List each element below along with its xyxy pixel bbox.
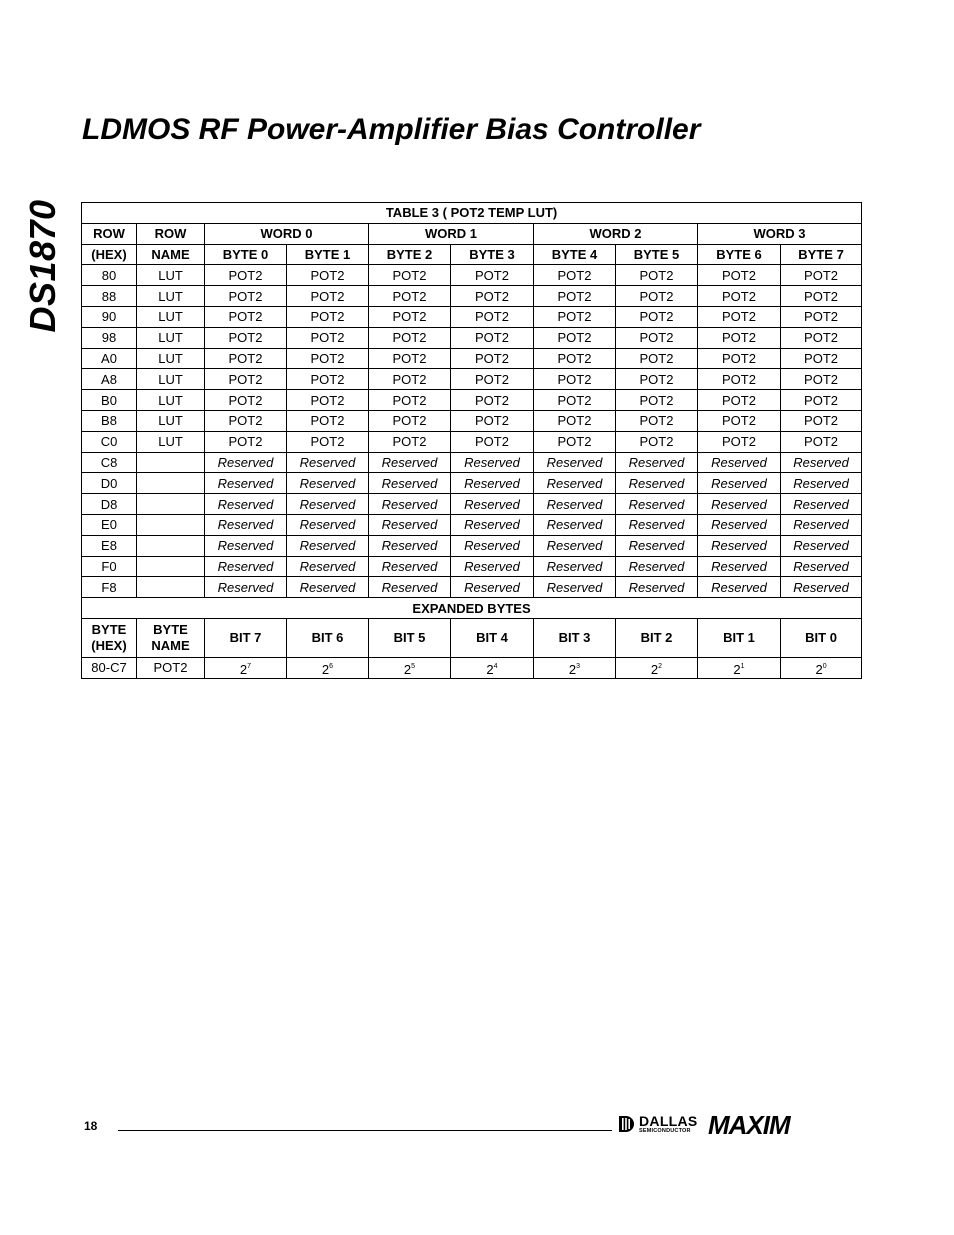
row-hex-cell: B8 bbox=[82, 410, 137, 431]
byte-cell: POT2 bbox=[287, 327, 369, 348]
expanded-byte-hex: 80-C7 bbox=[82, 657, 137, 678]
byte-cell: Reserved bbox=[369, 535, 451, 556]
byte-cell: Reserved bbox=[698, 452, 781, 473]
table-row bbox=[82, 431, 862, 452]
byte-cell: POT2 bbox=[616, 390, 698, 411]
byte-cell: Reserved bbox=[698, 494, 781, 515]
bit-weight-exponent: 5 bbox=[411, 662, 416, 670]
row-name-cell bbox=[137, 452, 205, 473]
bit-weight-exponent: 1 bbox=[740, 662, 745, 670]
byte-cell: Reserved bbox=[781, 473, 862, 494]
row-hex-cell: F8 bbox=[82, 577, 137, 598]
byte-cell: Reserved bbox=[534, 514, 616, 535]
byte-cell: Reserved bbox=[205, 514, 287, 535]
byte-cell: Reserved bbox=[534, 494, 616, 515]
byte-cell: Reserved bbox=[781, 514, 862, 535]
header-word: WORD 1 bbox=[369, 223, 534, 244]
bit-weight-cell bbox=[205, 657, 287, 678]
header-byte: BYTE 0 bbox=[205, 244, 287, 265]
byte-cell: POT2 bbox=[781, 410, 862, 431]
byte-cell: POT2 bbox=[205, 410, 287, 431]
row-name-cell bbox=[137, 473, 205, 494]
row-hex-cell: C0 bbox=[82, 431, 137, 452]
byte-cell: POT2 bbox=[451, 348, 534, 369]
byte-cell: Reserved bbox=[781, 577, 862, 598]
byte-cell: POT2 bbox=[698, 390, 781, 411]
expanded-byte-name: POT2 bbox=[137, 657, 205, 678]
byte-cell: POT2 bbox=[698, 348, 781, 369]
byte-cell: POT2 bbox=[287, 265, 369, 286]
byte-cell: Reserved bbox=[451, 556, 534, 577]
byte-cell: POT2 bbox=[781, 431, 862, 452]
byte-cell: POT2 bbox=[698, 431, 781, 452]
row-name-cell: LUT bbox=[137, 390, 205, 411]
byte-cell: Reserved bbox=[534, 535, 616, 556]
bit-weight-cell bbox=[287, 657, 369, 678]
byte-cell: Reserved bbox=[616, 556, 698, 577]
header-row-hex-top: ROW bbox=[82, 223, 137, 244]
byte-cell: POT2 bbox=[287, 410, 369, 431]
header-bit: BIT 7 bbox=[205, 618, 287, 657]
bit-weight-exponent: 4 bbox=[493, 662, 498, 670]
byte-cell: POT2 bbox=[369, 431, 451, 452]
byte-cell: POT2 bbox=[534, 390, 616, 411]
dallas-subtitle: SEMICONDUCTOR bbox=[639, 1128, 691, 1134]
byte-cell: Reserved bbox=[205, 452, 287, 473]
byte-cell: Reserved bbox=[616, 514, 698, 535]
row-hex-cell: 80 bbox=[82, 265, 137, 286]
byte-cell: Reserved bbox=[205, 535, 287, 556]
byte-cell: POT2 bbox=[205, 431, 287, 452]
byte-cell: POT2 bbox=[781, 306, 862, 327]
header-word: WORD 2 bbox=[534, 223, 698, 244]
header-row-name-top: ROW bbox=[137, 223, 205, 244]
byte-cell: POT2 bbox=[369, 265, 451, 286]
byte-cell: Reserved bbox=[616, 577, 698, 598]
byte-cell: POT2 bbox=[534, 410, 616, 431]
byte-cell: POT2 bbox=[781, 265, 862, 286]
lut-body bbox=[82, 265, 862, 598]
header-byte-name bbox=[137, 618, 205, 657]
row-name-cell: LUT bbox=[137, 265, 205, 286]
byte-cell: Reserved bbox=[369, 494, 451, 515]
header-word: WORD 3 bbox=[698, 223, 862, 244]
bit-weight-exponent: 6 bbox=[329, 662, 334, 670]
header-byte: BYTE 3 bbox=[451, 244, 534, 265]
table-row bbox=[82, 494, 862, 515]
row-name-cell: LUT bbox=[137, 369, 205, 390]
row-name-cell: LUT bbox=[137, 286, 205, 307]
table-row bbox=[82, 452, 862, 473]
table-row bbox=[82, 390, 862, 411]
byte-cell: Reserved bbox=[205, 577, 287, 598]
table-row bbox=[82, 286, 862, 307]
header-byte: BYTE 2 bbox=[369, 244, 451, 265]
byte-cell: Reserved bbox=[451, 494, 534, 515]
maxim-logo: MAXIM bbox=[708, 1110, 790, 1140]
row-hex-cell: E0 bbox=[82, 514, 137, 535]
row-name-cell: LUT bbox=[137, 327, 205, 348]
byte-cell: Reserved bbox=[287, 494, 369, 515]
table-row bbox=[82, 473, 862, 494]
header-row-hex-bottom: (HEX) bbox=[82, 244, 137, 265]
bit-weight-cell bbox=[451, 657, 534, 678]
byte-cell: POT2 bbox=[205, 265, 287, 286]
byte-cell: POT2 bbox=[616, 431, 698, 452]
byte-cell: POT2 bbox=[781, 286, 862, 307]
byte-cell: POT2 bbox=[534, 306, 616, 327]
row-hex-cell: B0 bbox=[82, 390, 137, 411]
table-row bbox=[82, 514, 862, 535]
byte-cell: Reserved bbox=[781, 494, 862, 515]
byte-cell: POT2 bbox=[451, 265, 534, 286]
byte-cell: Reserved bbox=[616, 494, 698, 515]
byte-cell: Reserved bbox=[287, 556, 369, 577]
byte-cell: Reserved bbox=[781, 556, 862, 577]
byte-cell: POT2 bbox=[616, 369, 698, 390]
byte-cell: Reserved bbox=[369, 452, 451, 473]
byte-cell: Reserved bbox=[451, 577, 534, 598]
byte-cell: Reserved bbox=[451, 473, 534, 494]
byte-cell: Reserved bbox=[698, 473, 781, 494]
byte-cell: POT2 bbox=[287, 348, 369, 369]
bit-weight-exponent: 3 bbox=[576, 662, 581, 670]
table-caption: TABLE 3 ( POT2 TEMP LUT) bbox=[82, 203, 862, 224]
header-bit: BIT 3 bbox=[534, 618, 616, 657]
byte-cell: POT2 bbox=[616, 306, 698, 327]
byte-cell: POT2 bbox=[451, 306, 534, 327]
bit-weight-base: 2 bbox=[239, 661, 248, 677]
table-row bbox=[82, 556, 862, 577]
byte-cell: POT2 bbox=[698, 327, 781, 348]
row-name-cell bbox=[137, 514, 205, 535]
row-name-cell: LUT bbox=[137, 348, 205, 369]
byte-cell: POT2 bbox=[287, 306, 369, 327]
byte-cell: Reserved bbox=[616, 473, 698, 494]
header-bit: BIT 5 bbox=[369, 618, 451, 657]
byte-cell: POT2 bbox=[698, 306, 781, 327]
bit-weight-base: 2 bbox=[733, 661, 741, 677]
header-byte-hex-bottom: (HEX) bbox=[91, 637, 127, 653]
pot2-temp-lut-table bbox=[81, 202, 862, 679]
bit-weight-base: 2 bbox=[568, 661, 577, 677]
byte-cell: Reserved bbox=[369, 473, 451, 494]
byte-cell: POT2 bbox=[205, 369, 287, 390]
header-row-name-bottom: NAME bbox=[137, 244, 205, 265]
bit-weight-exponent: 0 bbox=[822, 662, 827, 670]
row-name-cell: LUT bbox=[137, 410, 205, 431]
row-hex-cell: A8 bbox=[82, 369, 137, 390]
byte-cell: POT2 bbox=[287, 369, 369, 390]
byte-cell: POT2 bbox=[451, 390, 534, 411]
header-byte: BYTE 6 bbox=[698, 244, 781, 265]
byte-cell: POT2 bbox=[451, 431, 534, 452]
byte-cell: POT2 bbox=[205, 327, 287, 348]
table-row bbox=[82, 410, 862, 431]
header-byte: BYTE 7 bbox=[781, 244, 862, 265]
byte-cell: POT2 bbox=[616, 410, 698, 431]
header-byte-name-top: BYTE bbox=[153, 621, 188, 637]
byte-cell: POT2 bbox=[534, 286, 616, 307]
byte-cell: POT2 bbox=[534, 265, 616, 286]
header-bit: BIT 6 bbox=[287, 618, 369, 657]
byte-cell: Reserved bbox=[369, 514, 451, 535]
byte-cell: Reserved bbox=[534, 556, 616, 577]
byte-cell: Reserved bbox=[369, 577, 451, 598]
byte-cell: POT2 bbox=[205, 390, 287, 411]
byte-cell: POT2 bbox=[451, 286, 534, 307]
row-name-cell bbox=[137, 577, 205, 598]
header-byte-name-bottom: NAME bbox=[151, 637, 190, 653]
byte-cell: POT2 bbox=[451, 410, 534, 431]
table-row bbox=[82, 369, 862, 390]
byte-cell: Reserved bbox=[369, 556, 451, 577]
byte-cell: Reserved bbox=[534, 452, 616, 473]
byte-cell: POT2 bbox=[205, 348, 287, 369]
byte-cell: POT2 bbox=[287, 431, 369, 452]
bit-weight-cell bbox=[698, 657, 781, 678]
byte-cell: POT2 bbox=[698, 265, 781, 286]
byte-cell: Reserved bbox=[287, 577, 369, 598]
byte-cell: POT2 bbox=[698, 369, 781, 390]
byte-cell: Reserved bbox=[287, 514, 369, 535]
page-number: 18 bbox=[84, 1119, 98, 1133]
table-row bbox=[82, 327, 862, 348]
dallas-mark-icon bbox=[617, 1115, 635, 1133]
row-name-cell: LUT bbox=[137, 306, 205, 327]
byte-cell: POT2 bbox=[616, 265, 698, 286]
header-bit: BIT 4 bbox=[451, 618, 534, 657]
byte-cell: POT2 bbox=[534, 348, 616, 369]
byte-cell: POT2 bbox=[534, 369, 616, 390]
byte-cell: Reserved bbox=[451, 452, 534, 473]
row-hex-cell: E8 bbox=[82, 535, 137, 556]
byte-cell: POT2 bbox=[698, 410, 781, 431]
bit-weight-exponent: 2 bbox=[658, 662, 663, 670]
header-word: WORD 0 bbox=[205, 223, 369, 244]
row-hex-cell: C8 bbox=[82, 452, 137, 473]
byte-cell: POT2 bbox=[369, 286, 451, 307]
byte-cell: POT2 bbox=[369, 390, 451, 411]
bit-weight-base: 2 bbox=[403, 661, 412, 677]
byte-cell: POT2 bbox=[369, 327, 451, 348]
byte-cell: Reserved bbox=[205, 473, 287, 494]
byte-cell: Reserved bbox=[781, 452, 862, 473]
header-byte-hex-top: BYTE bbox=[91, 621, 127, 637]
byte-cell: POT2 bbox=[781, 369, 862, 390]
byte-cell: POT2 bbox=[616, 286, 698, 307]
bit-weight-cell bbox=[534, 657, 616, 678]
row-hex-cell: 88 bbox=[82, 286, 137, 307]
table-row bbox=[82, 348, 862, 369]
byte-cell: Reserved bbox=[698, 556, 781, 577]
byte-cell: POT2 bbox=[534, 327, 616, 348]
row-hex-cell: D8 bbox=[82, 494, 137, 515]
byte-cell: POT2 bbox=[781, 390, 862, 411]
byte-cell: POT2 bbox=[534, 431, 616, 452]
byte-cell: Reserved bbox=[781, 535, 862, 556]
header-bit: BIT 1 bbox=[698, 618, 781, 657]
row-name-cell bbox=[137, 535, 205, 556]
byte-cell: POT2 bbox=[451, 327, 534, 348]
row-hex-cell: D0 bbox=[82, 473, 137, 494]
byte-cell: POT2 bbox=[698, 286, 781, 307]
bit-weight-cell bbox=[369, 657, 451, 678]
header-byte-hex bbox=[82, 618, 137, 657]
header-bit: BIT 0 bbox=[781, 618, 862, 657]
dallas-name: DALLAS bbox=[639, 1113, 698, 1129]
bit-weight-base: 2 bbox=[650, 661, 659, 677]
byte-cell: POT2 bbox=[781, 327, 862, 348]
bit-weight-base: 2 bbox=[486, 661, 494, 677]
row-name-cell bbox=[137, 494, 205, 515]
byte-cell: Reserved bbox=[287, 473, 369, 494]
byte-cell: Reserved bbox=[451, 535, 534, 556]
byte-cell: POT2 bbox=[616, 327, 698, 348]
bit-weight-cell bbox=[616, 657, 698, 678]
byte-cell: Reserved bbox=[534, 577, 616, 598]
byte-cell: POT2 bbox=[287, 390, 369, 411]
byte-cell: Reserved bbox=[205, 556, 287, 577]
expanded-byte-row bbox=[82, 657, 862, 678]
byte-cell: Reserved bbox=[205, 494, 287, 515]
byte-cell: Reserved bbox=[698, 514, 781, 535]
header-bit: BIT 2 bbox=[616, 618, 698, 657]
byte-cell: Reserved bbox=[616, 452, 698, 473]
byte-cell: POT2 bbox=[451, 369, 534, 390]
byte-cell: Reserved bbox=[287, 535, 369, 556]
bit-weight-cell bbox=[781, 657, 862, 678]
byte-cell: POT2 bbox=[369, 410, 451, 431]
document-title: LDMOS RF Power-Amplifier Bias Controller bbox=[82, 113, 701, 146]
byte-cell: POT2 bbox=[369, 306, 451, 327]
byte-cell: Reserved bbox=[451, 514, 534, 535]
row-hex-cell: F0 bbox=[82, 556, 137, 577]
table-row bbox=[82, 535, 862, 556]
dallas-semiconductor-logo bbox=[617, 1113, 705, 1137]
byte-cell: POT2 bbox=[369, 369, 451, 390]
expanded-bytes-caption: EXPANDED BYTES bbox=[82, 598, 862, 619]
byte-cell: Reserved bbox=[698, 535, 781, 556]
bit-weight-base: 2 bbox=[815, 661, 823, 677]
byte-cell: POT2 bbox=[205, 286, 287, 307]
table-row bbox=[82, 306, 862, 327]
byte-cell: POT2 bbox=[287, 286, 369, 307]
byte-cell: POT2 bbox=[205, 306, 287, 327]
byte-cell: Reserved bbox=[616, 535, 698, 556]
byte-cell: Reserved bbox=[287, 452, 369, 473]
side-part-number bbox=[18, 196, 68, 336]
header-byte: BYTE 1 bbox=[287, 244, 369, 265]
header-byte: BYTE 5 bbox=[616, 244, 698, 265]
row-name-cell bbox=[137, 556, 205, 577]
header-byte: BYTE 4 bbox=[534, 244, 616, 265]
footer-rule bbox=[118, 1130, 612, 1131]
bit-weight-exponent: 7 bbox=[247, 662, 252, 670]
bit-weight-base: 2 bbox=[321, 661, 330, 677]
table-row bbox=[82, 577, 862, 598]
byte-cell: Reserved bbox=[534, 473, 616, 494]
row-hex-cell: 98 bbox=[82, 327, 137, 348]
row-hex-cell: A0 bbox=[82, 348, 137, 369]
row-name-cell: LUT bbox=[137, 431, 205, 452]
byte-cell: POT2 bbox=[369, 348, 451, 369]
byte-cell: Reserved bbox=[698, 577, 781, 598]
row-hex-cell: 90 bbox=[82, 306, 137, 327]
byte-cell: POT2 bbox=[616, 348, 698, 369]
side-part-number-text: DS1870 bbox=[22, 199, 63, 333]
table-row bbox=[82, 265, 862, 286]
byte-cell: POT2 bbox=[781, 348, 862, 369]
